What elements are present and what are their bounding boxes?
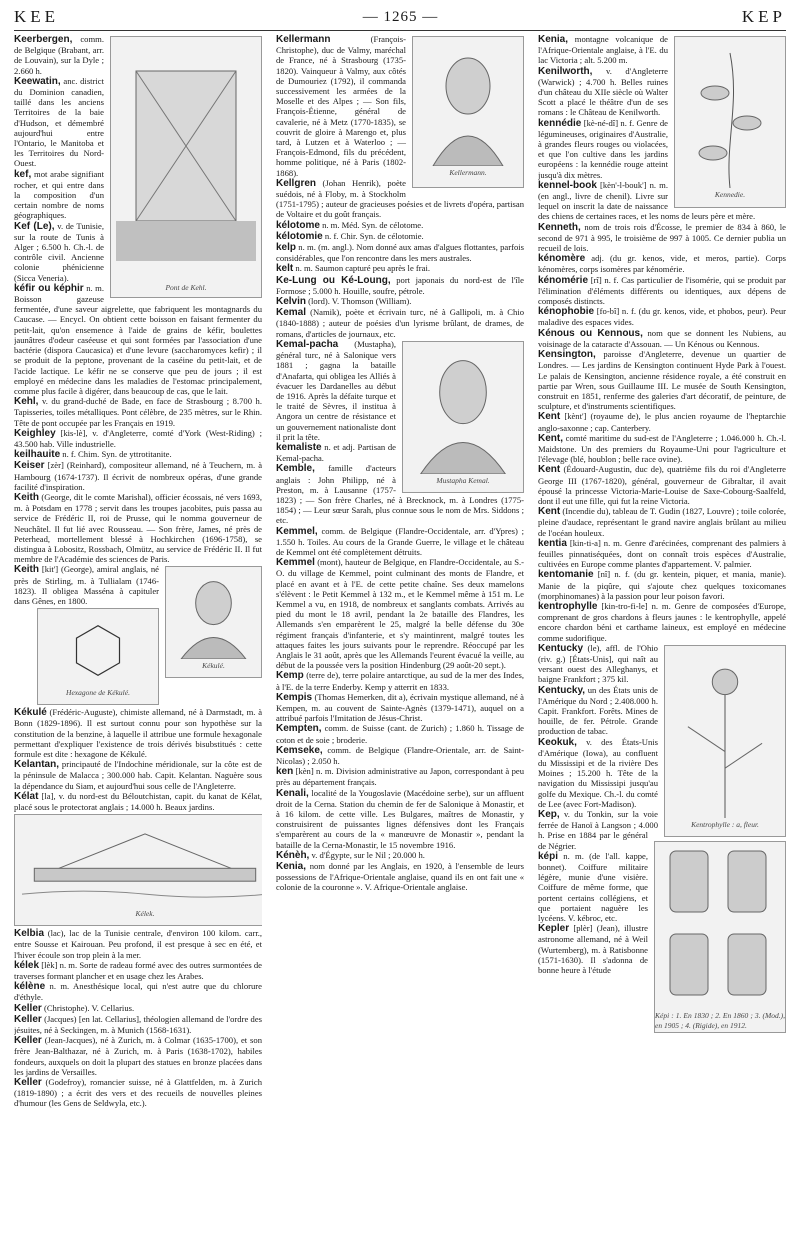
figure-kekule-drawing <box>173 573 254 659</box>
figure-kentrophylle-drawing <box>672 652 778 818</box>
entry-definition: (Jean-Jacques), né à Zurich, m. à Colmar (1635-1700), et son frère Jean-Balthazar, né à Zurich, m. à Paris (1638-1702), habiles fondeurs, auxquels on doit la plupart des statues en bronze placées dans les jardins de Versailles. <box>14 1035 262 1077</box>
figure-hexagone-kekule-drawing <box>45 615 151 686</box>
entry-headword: Keller <box>14 1013 42 1025</box>
dictionary-entry <box>538 569 786 601</box>
entry-definition: (Mustapha), général turc, né à Salonique vers 1881 ; gagna la bataille d'Anafarta, qui obligea les Alliés à évacuer les Dardanelles au début de 1916. Après la défaite turque et le traité de Sèvres, il institua à Angora un centre de résistance et un gouvernement nationaliste dont il prit la tête. <box>276 338 396 442</box>
dictionary-entry <box>14 791 262 812</box>
entry-definition: (mont), hauteur de Belgique, en Flandre-Occidentale, au S.-O. du village de Kemmel, point culminant des monts de Flandre, et placé en avant et à l'E. de cette petite chaîne. Ses deux mamelons s'élèvent : le Petit Kemmel à 132 m., et le Kemmel même à 151 m. Le Kemmel a vu, en 1918, de nombreux et sanglants combats. Arrivés au pied du mont le 18 avril, pendant la 2e bataille des Flandres, les Allemands s'en emparèrent le 25, malgré la belle défense du 30e régiment français d'infanterie, et s'y maintinrent, malgré toutes les attaques faites les jours suivants pour le reprendre. Réoccupé par les Anglais le 31 août, après que les Allemands l'eurent évacué la veille, au début de la poussée vers la position Hindenburg (29 août-20 sept.). <box>276 557 524 671</box>
entry-headword: Keith <box>14 491 39 503</box>
entry-definition: port japonais du nord-est de l'île Formose ; 5.000 h. Houille, soufre, pétrole. <box>276 274 524 296</box>
entry-headword: Kenia, <box>276 861 307 873</box>
entry-headword: Kehl, <box>14 396 39 408</box>
entry-headword: Kemal-pacha <box>276 338 339 350</box>
entry-headword: kélotomie <box>276 230 323 242</box>
entry-headword: ken <box>276 766 294 778</box>
dictionary-entry <box>276 788 524 850</box>
entry-definition: v. du grand-duché de Bade, en face de Strasbourg ; 8.700 h. Tapisseries, toiles métalliques. Pont célèbre, de 235 mètres, sur le Rhin. Tête de pont occupée par les Français en 1919. <box>14 396 262 428</box>
entry-headword: Ke-Lung ou Ké-Loung, <box>276 274 391 286</box>
entry-headword: Kékulé <box>14 707 47 719</box>
header-rule <box>14 30 786 31</box>
entry-definition: (Édouard-Augustin, duc de), quatrième fils du roi d'Angleterre George III (1767-1820), général, gouverneur de Gibraltar, il avait épousé la princesse Victoria-Marie-Louise de Saxe-Cobourg-Saalfeld, dont il eut une fille, qui fut la reine Victoria. <box>538 464 786 506</box>
entry-definition: localité de la Yougoslavie (Macédoine serbe), sur un affluent droit de la Cerna. Station du chemin de fer de Salonique à Monastir, et à 16 kilom. de cette ville. Les Bulgares, maîtres de Monastir, y construisirent de puissantes lignes défensives dont les Français s'emparèrent au cours de la « manœuvre de Monastir », pendant la bataille de la Cerna-Monastir, le 15 novembre 1916. <box>276 787 524 850</box>
page-number: — 1265 — <box>362 8 439 25</box>
plant-illustration <box>685 43 775 188</box>
entry-definition: [fo-bî] n. f. (du gr. kenos, vide, et phobos, peur). Peur maladive des espaces vides. <box>538 306 786 328</box>
dictionary-entry <box>276 745 524 766</box>
entry-headword: kentomanie <box>538 569 594 581</box>
entry-headword: kelt <box>276 263 294 275</box>
dictionary-entry <box>14 449 262 460</box>
entry-headword: kef, <box>14 168 32 180</box>
entry-definition: [rî] n. f. Cas particulier de l'isomérie, qui se produit par l'élimination d'éléments différents ou identiques, aux dépens de composés distincts. <box>538 274 786 307</box>
figure-mustapha-kemal-drawing <box>410 348 516 474</box>
entry-definition: [la], v. du nord-est du Béloutchistan, capit. du kanat de Kélat, placé sous le protectorat anglais ; 14.000 h. Beaux jardins. <box>14 790 262 812</box>
entry-definition: n. m. Boisson gazeuse fermentée, d'une saveur aigrelette, que fabriquent les montagnards du Caucase. — Encycl. On obtient cette boisson en faisant fermenter du petit-lait, qu'on ensemence à l'aide de grains de kéfir, boulettes jaunâtres d'odeur caséeuse et qui sont formées par l'association d'une bactérie (dispora Caucasica) et d'une levure (saccharomyces kefir) ; il se produit de la peptone, provenant de la caséine du petit-lait, et de l'acide lactique. Le kéfir ne se conserve que peu de jours ; il est employé en médecine dans les maladies de l'estomac principalement, comme plus facile à digérer, dans beaucoup de cas, que le lait. <box>14 282 262 396</box>
entry-headword: Kent <box>538 506 561 518</box>
entry-headword: Kent, <box>538 432 563 444</box>
page-columns <box>14 34 786 1232</box>
dictionary-entry <box>14 428 262 449</box>
entry-headword: Kenneth, <box>538 221 581 233</box>
entry-headword: Keith <box>14 564 39 576</box>
entry-headword: kéfir ou képhir <box>14 282 84 294</box>
entry-definition: montagne volcanique de l'Afrique-Orientale anglaise, à l'E. du lac Victoria ; alt. 5.200 m. <box>538 34 668 66</box>
entry-definition: adj. (du gr. kenos, vide, et meros, partie). Corps kénomères, corps isomères par kénomérie. <box>538 253 786 275</box>
dictionary-entry <box>14 1014 262 1035</box>
entry-headword: Kep, <box>538 809 560 821</box>
entry-headword: Keller <box>14 1002 42 1014</box>
entry-headword: Kelbia <box>14 928 45 940</box>
entry-headword: kennel-book <box>538 179 597 191</box>
dictionary-entry <box>276 307 524 339</box>
figure-caption: Mustapha Kemal. <box>436 475 490 485</box>
entry-definition: v. d'Angleterre (Warwick) ; 4.700 h. Belles ruines d'un château du XIIe siècle où Walter Scott a placé le théâtre d'un de ses romans : le Château de Kenilworth. <box>538 65 668 118</box>
entry-definition: mot arabe signifiant rocher, et qui entre dans la composition d'un certain nombre de noms géographiques. <box>14 168 104 221</box>
dictionary-entry <box>538 464 786 506</box>
dictionary-entry <box>538 222 786 254</box>
entry-definition: comm. de Belgique (Flandre-Occidentale, arr. d'Ypres) ; 1.550 h. Toiles. Au cours de la Grande Guerre, le village et le château de Kemmel ont été complètement détruits. <box>276 525 524 557</box>
entry-headword: Kentucky <box>538 642 584 654</box>
entry-headword: Keiser <box>14 460 45 472</box>
figure-caption: Kellermann. <box>449 167 487 177</box>
entry-definition: [nî] n. f. (du gr. kentein, piquer, et mania, manie). Manie de la piqûre, qui s'ajoute chez quelques toxicomanes (morphinomanes) à la passion pour leur poison favori. <box>538 569 786 601</box>
entry-headword: Kenilworth, <box>538 65 593 77</box>
entry-definition: [zèr] (Reinhard), compositeur allemand, né à Teuchern, m. à Hambourg (1674-1737). Il écrivit de nombreux opéras, d'une grande facilité d'inspiration. <box>14 460 262 492</box>
entry-definition: n. f. Chim. Syn. de yttrotitanite. <box>62 449 172 460</box>
figure-caption: Pont de Kehl. <box>165 282 207 292</box>
dictionary-entry <box>14 1077 262 1109</box>
header-left-guideword: KEE <box>14 7 60 26</box>
entry-definition: (Johan Henrik), poète suédois, né à Floby, m. à Stockholm (1751-1795) ; auteur de gracieuses poésies et de livrets d'opéra, partisan de Voltaire et du goût français. <box>276 177 524 220</box>
figure-kennedie <box>674 36 786 208</box>
entry-definition: [kin-ti-a] n. m. Genre d'arécinées, comprenant des palmiers à feuilles pinnatiséquées, dont on connaît trois espèces d'Australie, cultivées en Europe comme plantes d'appartement. V. palmier. <box>538 537 786 570</box>
entry-headword: Kelantan, <box>14 759 60 771</box>
entry-headword: kénophobie <box>538 306 595 318</box>
entry-headword: kelp <box>276 242 297 254</box>
entry-headword: kénomère <box>538 253 586 265</box>
entry-headword: kemaliste <box>276 441 322 453</box>
entry-definition: v. du Tonkin, sur la voie ferrée de Hanoï à Langson ; 4.000 h. Prise en 1884 par le général de Négrier. <box>538 809 658 851</box>
entry-headword: Kent <box>538 411 561 423</box>
dictionary-entry <box>538 349 786 411</box>
entry-definition: (François-Christophe), duc de Valmy, maréchal de France, né à Strasbourg (1735-1820). Vainqueur à Valmy, aux côtés de Dumouriez (1792), il commanda successivement les armées de la Moselle et des Alpes ; — Son fils, François-Étienne, général de cavalerie, né à Metz (1770-1835), se couvrit de gloire à Marengo et, plus tard, à Lutzen et à Waterloo ; — François-Edmond, fils du précédent, homme politique, né à Paris (1802-1868). <box>276 34 406 178</box>
bridge-illustration <box>116 41 256 281</box>
figure-pont-kehl <box>110 36 262 298</box>
entry-definition: paroisse d'Angleterre, devenue un quartier de Londres. — Les jardins de Kensington continuent Hyde Park à l'ouest. Le palais de Kensington, ancienne résidence royale, a été construit en partie par Wren, sous Guillaume III. Le musée de South Kensington, construit en 1851, renferme des galeries d'art décoratif, de peinture, de sculpture, et d'instruments scientifiques. <box>538 349 786 412</box>
figure-kelek-drawing <box>22 821 262 907</box>
entry-headword: Keller <box>14 1077 42 1089</box>
column-2 <box>276 34 524 1232</box>
entry-definition: nom donné par les Anglais, en 1920, à l'ensemble de leurs possessions de l'Afrique-Orientale anglaise, quand ils en ont fait une « colonie de la couronne ». V. Afrique-Orientale anglaise. <box>276 861 524 893</box>
column-1 <box>14 34 262 1232</box>
dictionary-entry <box>14 1035 262 1077</box>
entry-definition: comm. de Belgique (Brabant, arr. de Louvain), sur la Dyle ; 2.660 h. <box>14 34 104 76</box>
dictionary-entry <box>538 275 786 307</box>
entry-headword: Kemp <box>276 670 304 682</box>
entry-definition: anc. district du Dominion canadien, taillé dans les anciens Territoires de la baie d'Hudson, et démembré aujourd'hui entre l'Ontario, le Manitoba et les Territoires du Nord-Ouest. <box>14 75 104 169</box>
figure-kekule <box>165 566 262 678</box>
figure-caption: Hexagone de Kékulé. <box>66 688 130 698</box>
entry-definition: nom que se donnent les Nubiens, au voisinage de la cataracte d'Assouan. — Un Kénous ou Kennous. <box>538 327 786 349</box>
dictionary-entry <box>276 275 524 296</box>
figure-kepi-drawing <box>662 843 778 1009</box>
dictionary-entry <box>276 242 524 263</box>
entry-definition: (terre de), terre polaire antarctique, au sud de la mer des Indes, à l'E. de la terre Enderby. Kemp y atterrit en 1833. <box>276 670 524 692</box>
entry-definition: comm. de Belgique (Flandre-Orientale, arr. de Saint-Nicolas) ; 2.050 h. <box>276 744 524 767</box>
entry-definition: [kè-né-dî] n. f. Genre de légumineuses, originaires d'Australie, à grandes fleurs rouges ou violacées, et que l'on cultive dans les jardins européens : la kennédie rouge atteint jusqu'à dix mètres. <box>538 117 668 180</box>
entry-headword: kennédie <box>538 117 582 129</box>
entry-headword: képi <box>538 850 559 862</box>
portrait-illustration <box>423 46 513 166</box>
dictionary-entry <box>538 433 786 465</box>
dictionary-entry <box>276 526 524 558</box>
entry-headword: kélène <box>14 981 46 993</box>
entry-headword: Keerbergen, <box>14 34 73 45</box>
entry-headword: kénomérie <box>538 274 589 286</box>
dictionary-entry <box>14 460 262 492</box>
page-header <box>14 6 786 28</box>
dictionary-entry <box>276 850 524 861</box>
entry-headword: Keewatin, <box>14 75 61 87</box>
entry-headword: kentrophylle <box>538 600 598 612</box>
figure-caption: Kélek. <box>135 909 155 919</box>
entry-definition: famille d'acteurs anglais : John Philipp, né à Preston, m. à Lausanne (1757-1823) ; — Son frère Charles, né à Brecknock, m. à Londres (1775-1854) ; — Leur sœur Sarah, plus connue sous le nom de Mrs. Siddons ; etc. <box>276 463 524 526</box>
entry-headword: Keller <box>14 1035 42 1047</box>
entry-definition: v. d'Égypte, sur le Nil ; 20.000 h. <box>311 849 425 860</box>
dictionary-entry <box>14 396 262 428</box>
entry-definition: [plèr] (Jean), illustre astronome allemand, né à Weil (Wurtemberg), m. à Ratisbonne (1571-1630). Il s'adonna de bonne heure à l'étude <box>538 923 648 976</box>
entry-headword: kentia <box>538 537 567 549</box>
entry-headword: Kef (Le), <box>14 220 55 232</box>
entry-headword: Kemal <box>276 307 307 319</box>
figure-caption: Kennedie. <box>714 190 746 200</box>
dictionary-entry <box>14 1003 262 1014</box>
entry-definition: n. f. Chir. Syn. de célotomie. <box>324 230 424 241</box>
entry-headword: Kensington, <box>538 349 596 361</box>
entry-definition: [kèn] n. m. Division administrative au Japon, correspondant à peu près au département français. <box>276 766 524 788</box>
entry-definition: (Jacques) [en lat. Cellarius], théologien allemand de l'ordre des jésuites, né à Seckingen, m. à Munich (1568-1631). <box>14 1013 262 1036</box>
figure-caption: Képi : 1. En 1830 ; 2. En 1860 ; 3. (Mod.), en 1905 ; 4. (Rigide), en 1912. <box>655 1010 785 1030</box>
entry-definition: (George, dit le comte Marishal), officier écossais, né vers 1693, m. à Potsdam en 1778 ; servit dans les troupes jacobites, puis passa au service de Frédéric II, roi de Prusse, qui le nomma gouverneur de Neuchâtel. Il fut lié avec Rousseau. — Son frère, James, né près de Peterhead, mortellement blessé à Hochkirchen (1696-1758), se distingua à Lobositz, Rossbach, Olmütz, au service de Frédéric II. Il fut membre de l'Académie des sciences de Paris. <box>14 491 262 565</box>
entry-definition: [kèn'-l-bouk'] n. m. (en angl., livre de chenil). Livre sur lequel on inscrit la date de naissance des chiens de certaines races, et les noms de leurs père et mère. <box>538 179 756 222</box>
figure-kellermann <box>412 36 524 188</box>
entry-definition: (Godefroy), romancier suisse, né à Glattfelden, m. à Zurich (1819-1890) ; a écrit des vers et des recueils de nouvelles pleines d'humour (les Gens de Seldwyla, etc.). <box>14 1077 262 1109</box>
dictionary-entry <box>538 411 786 432</box>
entry-definition: n. m. (de l'all. kappe, bonnet). Coiffure militaire légère, munie d'une visière. Coiffure de même forme, que portent certains collégiens, et que portaient naguère les lycéens. V. kébroc, etc. <box>538 850 648 924</box>
entry-definition: comté maritime du sud-est de l'Angleterre ; 1.046.000 h. Ch.-l. Maidstone. Un des premiers du Royaume-Uni pour l'agriculture et l'élevage (blé, houblon ; belle race ovine). <box>538 432 786 465</box>
entry-definition: n. m. Méd. Syn. de célotome. <box>322 219 424 230</box>
entry-definition: (Christophe). V. Cellarius. <box>43 1002 135 1013</box>
entry-headword: Kellermann <box>276 34 331 45</box>
dictionary-entry <box>538 601 786 643</box>
figure-caption: Kékulé. <box>202 661 225 671</box>
dictionary-entry <box>538 328 786 349</box>
entry-definition: (Namik), poète et écrivain turc, né à Gallipoli, m. à Chio (1840-1888) ; auteur de poésies d'un lyrisme brûlant, de drames, de romans, d'articles de journaux, etc. <box>276 307 524 339</box>
dictionary-entry <box>14 759 262 791</box>
dictionary-entry <box>276 692 524 724</box>
entry-definition: principauté de l'Indochine méridionale, sur la côte est de la péninsule de Malacca ; 300.000 hab. Capit. Kelantan. Naguère sous la dépendance du Siam, et aujourd'hui sous celle de l'Angleterre. <box>14 759 262 791</box>
entry-definition: [lèk] n. m. Sorte de radeau formé avec des outres surmontées de traverses formant plancher et en usage chez les Arabes. <box>14 959 262 982</box>
entry-definition: (lord). V. Thomson (William). <box>308 296 412 307</box>
entry-definition: v. des États-Unis d'Amérique (Iowa), au confluent du Mississipi et de la rivière Des Moines ; 15.200 h. Tête de la navigation du Mississipi jusqu'au golfe du Mexique. Ch.-l. du comté de Lee (avec Fort-Madison). <box>538 736 658 809</box>
entry-headword: Kenia, <box>538 34 569 45</box>
figure-kepi <box>654 841 786 1033</box>
entry-definition: (le), affl. de l'Ohio (riv. g.) [États-Unis], qui naît au versant ouest des Alleghanys, et baigne Frankfort ; 375 kil. <box>538 642 658 685</box>
dictionary-entry <box>276 220 524 231</box>
entry-definition: (Frédéric-Auguste), chimiste allemand, né à Darmstadt, m. à Bonn (1829-1896). Il est surtout connu pour son hypothèse sur la constitution de la benzine, à laquelle il attribue une formule hexagonale permettant d'expliquer l'existence de trois dérivés bisubstitués : cette formule est dite : hexagone de Kékulé. <box>14 707 262 759</box>
entry-headword: Kélat <box>14 790 39 802</box>
dictionary-entry <box>538 538 786 570</box>
entry-definition: (lac), lac de la Tunisie centrale, d'environ 100 kilom. carr., entre Sousse et Kairouan. Peu profond, il est presque à sec en été, et l'hiver écoule son trop plein à la mer. <box>14 928 262 960</box>
figure-kelek <box>14 814 262 926</box>
dictionary-entry <box>276 557 524 670</box>
dictionary-entry <box>14 981 262 1002</box>
column-3 <box>538 34 786 1232</box>
entry-headword: Kemble, <box>276 463 315 475</box>
dictionary-entry <box>276 723 524 744</box>
dictionary-entry <box>276 861 524 893</box>
entry-definition: un des États unis de l'Amérique du Nord ; 2.408.000 h. Capit. Frankfort. Forêts. Mines de houille, de fer. Pétrole. Grande production de tabac. <box>538 684 658 737</box>
entry-definition: (Incendie du), tableau de T. Gudin (1827, Louvre) ; toile colorée, pleine d'audace, représentant le grand navire anglais brûlant au milieu de l'océan houleux. <box>538 506 786 538</box>
entry-definition: nom de trois rois d'Écosse, le premier de 834 à 860, le second de 971 à 995, le troisième de 997 à 1005. Ce dernier publia un recueil de lois. <box>538 221 786 254</box>
dictionary-entry <box>276 296 524 307</box>
entry-headword: Keighley <box>14 427 56 439</box>
dictionary-entry <box>276 670 524 691</box>
entry-definition: [kènt'] (royaume de), le plus ancien royaume de l'heptarchie anglo-saxonne ; cap. Canterbery. <box>538 411 786 433</box>
entry-headword: Kénèh, <box>276 849 310 861</box>
entry-definition: n. m. Saumon capturé peu après le frai. <box>295 263 430 274</box>
entry-definition: [kis-lè], v. d'Angleterre, comté d'York (West-Riding) ; 43.500 hab. Ville industrielle. <box>14 427 262 449</box>
entry-headword: Kemseke, <box>276 744 323 756</box>
entry-headword: Kelvin <box>276 296 307 308</box>
figure-caption: Kentrophylle : a, fleur. <box>691 819 759 829</box>
entry-headword: Kent <box>538 464 561 476</box>
entry-headword: Kenali, <box>276 787 309 799</box>
dictionary-entry <box>14 283 262 396</box>
entry-headword: Kemmel <box>276 557 315 569</box>
entry-headword: Keokuk, <box>538 736 577 748</box>
entry-definition: v. de Tunisie, sur la route de Tunis à Alger ; 6.500 h. Ch.-l. de contrôle civil. Ancienne colonie phénicienne (Sicca Veneria). <box>14 220 105 283</box>
entry-headword: Kempten, <box>276 723 322 735</box>
entry-headword: Kellgren <box>276 177 317 189</box>
dictionary-entry <box>538 506 786 538</box>
entry-definition: n. et adj. Partisan de Kemal-pacha. <box>276 441 397 464</box>
dictionary-entry <box>538 253 786 274</box>
entry-definition: n. m. Anesthésique local, qui n'est autre que du chlorure d'éthyle. <box>14 981 262 1003</box>
entry-definition: [kit'] (George), amiral anglais, né près de Stirling, m. à Tullialam (1746-1823). Il obligea Masséna à capituler dans Gênes, en 1800. <box>14 564 159 606</box>
entry-headword: kélek <box>14 959 40 971</box>
entry-headword: Kénous ou Kennous, <box>538 327 643 339</box>
dictionary-entry <box>276 231 524 242</box>
dictionary-entry <box>276 766 524 787</box>
entry-headword: kélotome <box>276 219 320 231</box>
dictionary-entry <box>538 306 786 327</box>
dictionary-entry <box>14 960 262 981</box>
figure-kentrophylle <box>664 645 786 837</box>
entry-headword: keilhauite <box>14 449 61 461</box>
figure-mustapha-kemal <box>402 341 524 493</box>
entry-definition: comm. de Suisse (cant. de Zurich) ; 1.860 h. Tissage de coton et de soie ; broderie. <box>276 723 524 745</box>
entry-definition: (Thomas Hemerken, dit a), écrivain mystique allemand, né à Kempen, m. au couvent de Sainte-Agnès (1379-1471), auquel on a attribué parfois l'Imitation de Jésus-Christ. <box>276 691 524 724</box>
dictionary-entry <box>14 492 262 564</box>
entry-definition: [kin-tro-fi-le] n. m. Genre de composées d'Europe, comprenant de gros chardons à fleurs jaunes : le kentrophylle, appelé encore chardon béni et carthame laineux, est employé en médecine comme sudorifique. <box>538 600 786 643</box>
entry-definition: n. m. (m. angl.). Nom donné aux amas d'algues flottantes, parfois considérables, que l'on rencontre dans les mers australes. <box>276 242 524 264</box>
entry-headword: Kentucky, <box>538 684 586 696</box>
dictionary-entry <box>276 263 524 274</box>
entry-headword: Kepler <box>538 923 570 935</box>
header-right-guideword: KEP <box>741 7 786 26</box>
figure-hexagone-kekule <box>37 608 159 705</box>
entry-headword: Kempis <box>276 691 313 703</box>
entry-headword: Kemmel, <box>276 525 318 537</box>
